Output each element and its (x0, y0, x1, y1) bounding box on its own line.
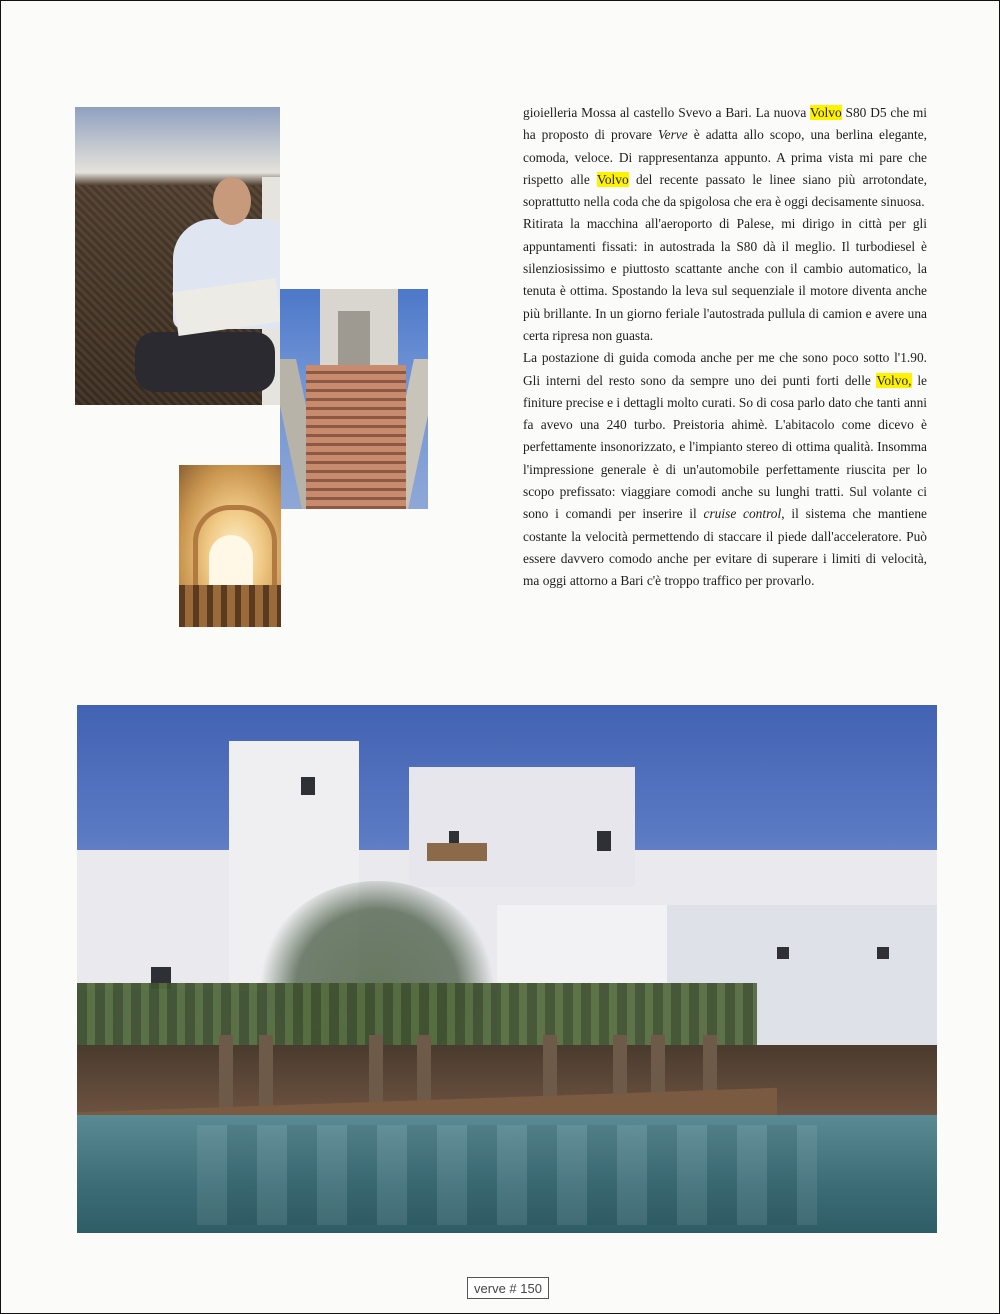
highlighted-keyword: Volvo (809, 105, 842, 120)
text-run: gioielleria Mossa al castello Svevo a Bari. La nuova (523, 105, 810, 120)
pool-reflection (197, 1125, 817, 1225)
italic-term: cruise control (703, 506, 782, 522)
highlighted-keyword: Volvo, (876, 372, 912, 388)
man-head (213, 177, 251, 225)
stair-steps (306, 365, 406, 509)
text-run: le finiture precise e i dettagli molto curati. So di cosa parlo dato che tanti anni fa avevo una 240 turbo. Preistoria ahimè. L'abitacolo come dicevo è perfettamente insonorizzato, e l'impianto stereo di ottima qualità. Insomma l'impressione generale è di un'automobile perfettamente riuscita per lo scopo prefissato: viaggiare comodi anche su lunghi tratti. Sul volante ci sono i comandi per inserire il (523, 372, 927, 522)
text-run: Ritirata la macchina all'aeroporto di Palese, mi dirigo in città per gli appuntamenti fissati: in autostrada la S80 dà il meglio. Il turbodiesel è silenziosissimo e piuttosto scattante anche con il cambio automatico, la tenuta è ottima. Spostando la leva sul sequenziale il motore diventa anche più brillante. In un giorno feriale l'autostrada pullula di camion e avere una certa ripresa non guasta. (523, 216, 927, 343)
man-legs (135, 332, 275, 392)
page-number-footer: verve # 150 (467, 1277, 549, 1299)
text-run: La postazione di guida comoda anche per me che sono poco sotto l'1.90. Gli interni del resto sono da sempre uno dei punti forti delle (523, 350, 927, 388)
text-run: del recente passato le linee siano più arrotondate, soprattutto nella coda che da spigolosa che era è oggi decisamente sinuosa. (523, 171, 927, 210)
text-run: è adatta allo scopo, una berlina elegante, comoda, veloce. Di rappresentanza appunto. A prima vista mi pare che rispetto alle (523, 127, 927, 187)
window (877, 947, 889, 959)
window (597, 831, 611, 851)
building-upper-block (409, 767, 635, 887)
photo-staircase (280, 289, 428, 509)
italic-term: Verve (657, 127, 688, 143)
window (777, 947, 789, 959)
text-run: , il sistema che mantiene costante la velocità permettendo di staccare il piede dall'acceleratore. Può essere davvero comodo anche per evitare di superare i limiti di velocità, ma oggi attorno a Bari c'è troppo traffico per provarlo. (523, 506, 927, 589)
photo-man-reading-newspaper (75, 107, 280, 405)
text-run: S80 D5 che mi ha proposto di provare (523, 105, 928, 143)
photo-vaulted-interior (179, 465, 281, 627)
highlighted-keyword: Volvo (596, 171, 629, 187)
article-body-text (523, 102, 927, 593)
wooden-roof (427, 843, 487, 861)
article-paragraph (523, 347, 927, 592)
photo-masseria-pool (77, 705, 937, 1233)
article-paragraph (523, 213, 927, 347)
window (301, 777, 315, 795)
stair-doorway (338, 311, 370, 369)
article-paragraph (523, 102, 927, 213)
window (449, 831, 459, 843)
interior-floor-tables (179, 585, 281, 627)
